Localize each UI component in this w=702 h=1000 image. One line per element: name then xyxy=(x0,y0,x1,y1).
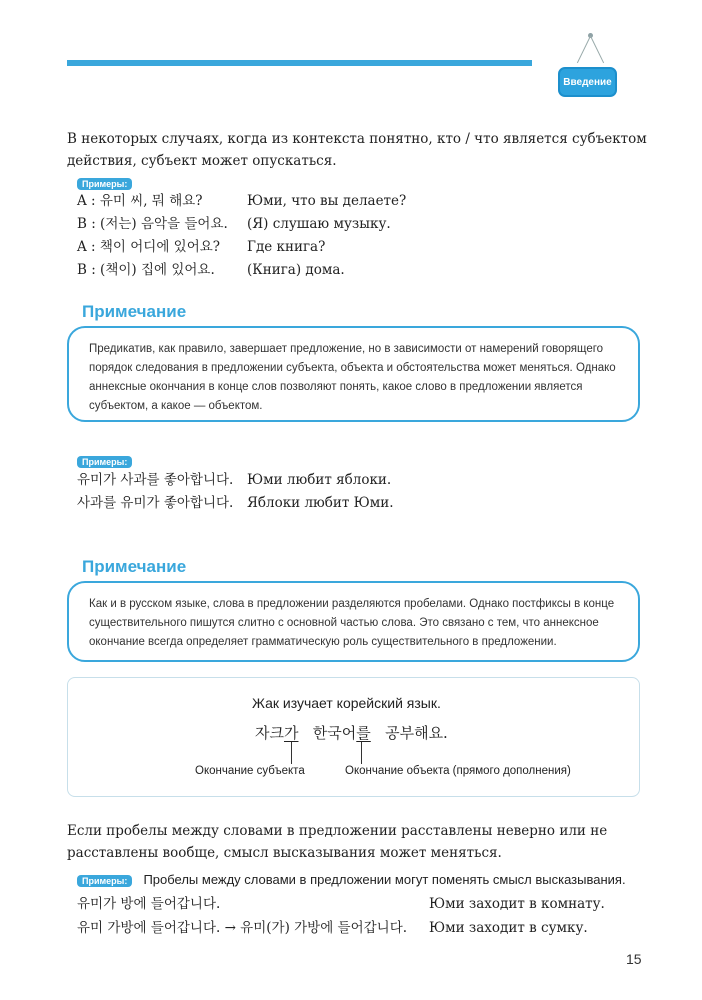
spacing-paragraph: Если пробелы между словами в предложении расставлены неверно или не расставлены вообще, смысл высказывания может меняться. xyxy=(67,823,608,861)
intro-paragraph: В некоторых случаях, когда из контекста понятно, кто / что является субъектом действия, субъект может опускаться. xyxy=(67,131,647,169)
note-box: Как и в русском языке, слова в предложении разделяются пробелами. Однако постфиксы в конце существительного пишутся слитно с основной частью слова. Это связано с тем, что аннексное окончание всегда определяет грамматическую роль существительного в предложении. xyxy=(67,581,640,662)
example-russian: Юми любит яблоки. xyxy=(247,472,392,488)
example-row xyxy=(77,892,637,915)
section-tab[interactable]: Введение xyxy=(558,67,617,97)
example-korean: A : 책이 어디에 있어요? xyxy=(77,239,221,255)
word-subject-stem: 자크 xyxy=(255,724,284,742)
example-row xyxy=(77,189,406,212)
example-korean: 유미가 방에 들어갑니다. xyxy=(77,896,221,912)
object-ending-label: Окончание объекта (прямого дополнения) xyxy=(345,765,571,777)
example-row xyxy=(77,468,394,491)
example-russian: Яблоки любит Юми. xyxy=(247,495,394,511)
word-predicate: 공부해요. xyxy=(385,724,448,742)
hanger-string-right xyxy=(590,36,604,63)
word-object-stem: 한국어 xyxy=(312,724,357,742)
example-row xyxy=(77,491,394,514)
examples-list xyxy=(77,468,394,514)
example-korean: B : (책이) 집에 있어요. xyxy=(77,262,215,278)
note-title: Примечание xyxy=(82,302,187,321)
examples-badge xyxy=(77,450,132,469)
example-row xyxy=(77,258,406,281)
example-korean: 유미가 사과를 좋아합니다. xyxy=(77,472,234,488)
subject-leader-line xyxy=(291,742,292,764)
examples-badge-label: Примеры: xyxy=(77,178,132,190)
example-korean: A : 유미 씨, 뭐 해요? xyxy=(77,193,203,209)
example-row xyxy=(77,212,406,235)
example-sentence-russian: Жак изучает корейский язык. xyxy=(252,695,441,711)
example-row xyxy=(77,235,406,258)
example-row xyxy=(77,916,637,939)
example-russian: (Книга) дома. xyxy=(247,262,345,278)
examples-badge-label: Примеры: xyxy=(77,875,132,887)
header-accent-bar xyxy=(67,60,532,66)
example-russian: Юми, что вы делаете? xyxy=(247,193,407,209)
example-russian: Юми заходит в комнату. xyxy=(429,896,605,912)
example-russian: Где книга? xyxy=(247,239,326,255)
word-object-suffix: 를 xyxy=(356,724,371,742)
hanger-string-left xyxy=(577,36,591,63)
note-title: Примечание xyxy=(82,557,187,576)
subject-ending-label: Окончание субъекта xyxy=(195,765,305,777)
page-number: 15 xyxy=(626,951,642,967)
object-leader-line xyxy=(361,742,362,764)
examples-list xyxy=(77,189,406,281)
examples-heading: Пробелы между словами в предложении могут поменять смысл высказывания. xyxy=(143,872,626,887)
example-korean: B : (저는) 음악을 들어요. xyxy=(77,216,228,232)
word-subject-suffix: 가 xyxy=(283,724,299,742)
example-russian: (Я) слушаю музыку. xyxy=(247,216,391,232)
note-box: Предикатив, как правило, завершает предложение, но в зависимости от намерений говорящего порядок следования в предложении субъекта, объекта и обстоятельства может меняться. Однако аннексные окончания в конце слов позволяют понять, какое слово в предложении является субъектом, а какое — объектом. xyxy=(67,326,640,422)
example-korean: 유미 가방에 들어갑니다. → 유미(가) 가방에 들어갑니다. xyxy=(77,920,408,936)
example-russian: Юми заходит в сумку. xyxy=(429,920,588,936)
example-korean: 사과를 유미가 좋아합니다. xyxy=(77,495,234,511)
examples-header-row xyxy=(77,869,626,888)
examples-badge-label: Примеры: xyxy=(77,456,132,468)
example-sentence-korean xyxy=(255,722,448,743)
